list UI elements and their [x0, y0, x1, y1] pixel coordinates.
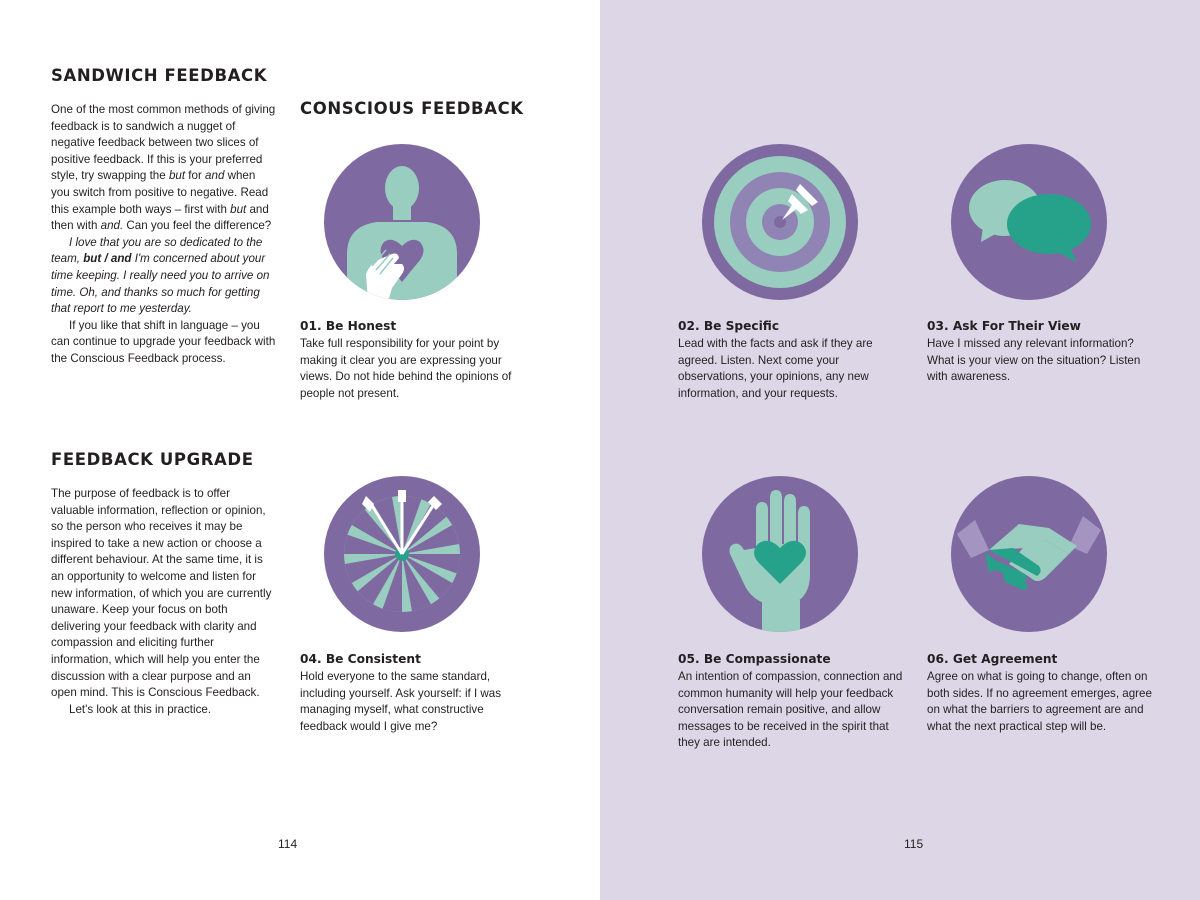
step-title-1: 01. Be Honest: [300, 319, 397, 333]
sandwich-feedback-heading: SANDWICH FEEDBACK: [51, 66, 268, 85]
sandwich-paragraph-1: One of the most common methods of giving feedback is to sandwich a nugget of negative feedback between two slices of positive feedback. If this is your preferred style, try swapping the but for and when you switch from positive to negative. Read this example both ways – first with but and then with and. Can you feel the difference?: [51, 103, 276, 233]
step-desc-3: Have I missed any relevant information? What is your view on the situation? Listen with awareness.: [927, 337, 1141, 384]
sandwich-paragraph-3: If you like that shift in language – you can continue to upgrade your feedback with the Conscious Feedback process.: [51, 318, 276, 365]
speech-bubbles-icon: [949, 142, 1109, 302]
step-desc-5: An intention of compassion, connection and common humanity will help your feedback conversation remain positive, and allow messages to be received in the spirit that they are intended.: [678, 670, 903, 750]
step-title-4: 04. Be Consistent: [300, 652, 421, 666]
upgrade-paragraph-2: Let's look at this in practice.: [69, 702, 212, 716]
darts-icon: [322, 474, 482, 634]
step-desc-4: Hold everyone to the same standard, including yourself. Ask yourself: if I was managing myself, what constructive feedback would I give me?: [300, 670, 502, 733]
upgrade-paragraph-1: The purpose of feedback is to offer valuable information, reflection or opinion, so the person who receives it may be inspired to take a new action or choose a different behaviour. At the same time, it is an opportunity to welcome and listen for new information, of which you are currently unaware. Keep your focus on both delivering your feedback with clarity and compassion and eliciting further information, which will help you enter the discussion with a clear purpose and an open mind. This is Conscious Feedback.: [51, 487, 272, 700]
person-heart-icon: [322, 142, 482, 302]
page-number-right: 115: [904, 837, 924, 851]
step-title-5: 05. Be Compassionate: [678, 652, 831, 666]
conscious-feedback-heading: CONSCIOUS FEEDBACK: [300, 99, 524, 118]
step-desc-1: Take full responsibility for your point by making it clear you are expressing your views. Do not hide behind the opinions of people not present.: [300, 337, 512, 400]
feedback-upgrade-text: [51, 486, 273, 718]
page-number-left: 114: [278, 837, 298, 851]
step-desc-2: Lead with the facts and ask if they are agreed. Listen. Next come your observations, your opinions, any new information, and your requests.: [678, 337, 873, 400]
right-page: [600, 0, 1200, 900]
step-title-3: 03. Ask For Their View: [927, 319, 1081, 333]
feedback-upgrade-heading: FEEDBACK UPGRADE: [51, 450, 254, 469]
target-pin-icon: [700, 142, 860, 302]
handshake-icon: [949, 474, 1109, 634]
step-desc-6: Agree on what is going to change, often on both sides. If no agreement emerges, agree on what the barriers to agreement are and what the next practical step will be.: [927, 670, 1152, 733]
hand-heart-icon: [700, 474, 860, 634]
sandwich-example-quote: I love that you are so dedicated to the team, but / and I'm concerned about your time keeping. I really need you to arrive on time. Oh, and thanks so much for getting that report to me yesterday.: [51, 235, 270, 316]
step-title-2: 02. Be Specific: [678, 319, 780, 333]
step-title-6: 06. Get Agreement: [927, 652, 1058, 666]
sandwich-feedback-text: [51, 102, 277, 368]
